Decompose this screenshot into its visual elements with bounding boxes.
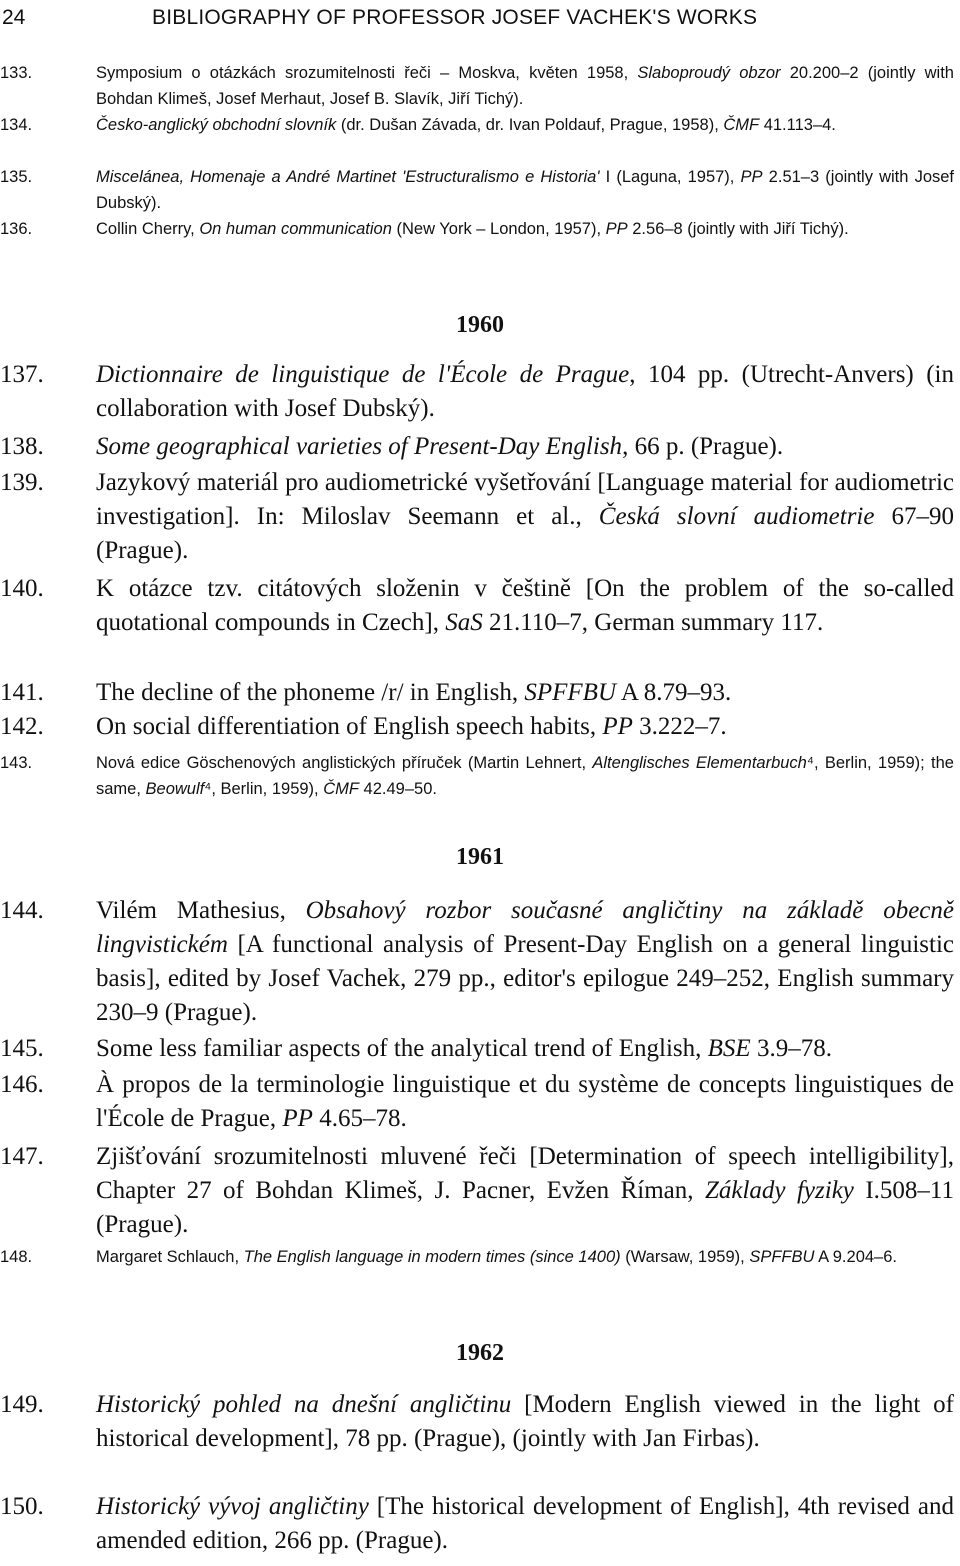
entry-text-run: Vilém Mathesius, [96, 897, 306, 924]
entry-number: 141. [0, 679, 44, 706]
entry-text [96, 1388, 954, 1456]
entry-text-run: ⁴, Berlin, 1959), [204, 780, 324, 798]
entry-text [96, 1140, 954, 1242]
entry-text-run: 41.113–4. [759, 116, 836, 134]
entry-title-italic: Altenglisches Elementarbuch [592, 754, 807, 772]
entry-text [96, 894, 954, 1030]
year-heading-1962: 1962 [456, 1340, 504, 1366]
entry-number: 150. [0, 1493, 44, 1520]
entry-text-run: I.508–11 (Prague). [96, 1177, 954, 1238]
entry-number: 133. [0, 64, 33, 82]
entry-text-run: Some less familiar aspects of the analytical trend of English, [96, 1035, 708, 1062]
entry-text-run: The decline of the phoneme /r/ in English, [96, 679, 525, 706]
entry-number: 144. [0, 897, 44, 924]
entry-text [96, 466, 954, 568]
entry-number: 134. [0, 116, 33, 134]
entry-text-run: 67–90 (Prague). [96, 503, 954, 564]
entry-number: 138. [0, 433, 44, 460]
entry-title-italic: ČMF [723, 116, 760, 134]
entry-number: 142. [0, 713, 44, 740]
entry-text-run: K otázce tzv. citátových složenin v češtině [On the problem of the so-called quotational compounds in Czech], [96, 575, 954, 636]
year-heading-1961: 1961 [456, 844, 504, 870]
entry-title-italic: ČMF [323, 780, 359, 798]
entry-title-italic: Česká slovní audiometrie [598, 503, 875, 530]
entry-title-italic: Česko-anglický obchodní slovník [96, 116, 337, 134]
entry-text-run: On social differentiation of English speech habits, [96, 713, 603, 740]
entry-number: 135. [0, 168, 33, 186]
entry-text-run: 4.65–78. [312, 1105, 407, 1132]
entry-number: 145. [0, 1035, 44, 1062]
entry-title-italic: Historický pohled na dnešní angličtinu [96, 1391, 512, 1418]
entry-text [96, 1490, 954, 1558]
entry-title-italic: SPFFBU [749, 1248, 815, 1266]
entry-text-run: 2.51–3 (jointly with Josef Dubský). [96, 168, 955, 212]
entry-text [96, 358, 954, 426]
entry-text-run: 21.110–7, German summary 117. [482, 609, 824, 636]
entry-title-italic: Some geographical varieties of Present-Day English [96, 433, 623, 460]
entry-number: 148. [0, 1248, 33, 1266]
entry-number: 136. [0, 220, 33, 238]
entry-text-run: Collin Cherry, [96, 220, 200, 238]
entry-number: 140. [0, 575, 44, 602]
page-header [0, 6, 960, 36]
entry-title-italic: On human communication [199, 220, 392, 238]
entry-title-italic: SPFFBU [524, 679, 616, 706]
entry-text-run: , 104 pp. (Utrecht-Anvers) (in collaboration with Josef Dubský). [96, 361, 954, 422]
entry-text-run: [The historical development of English], 4th revised and amended edition, 266 pp. (Prague). [96, 1493, 954, 1554]
entry-text [96, 1032, 954, 1066]
entry-text [96, 676, 954, 710]
entry-text-run: Margaret Schlauch, [96, 1248, 244, 1266]
entry-title-italic: Historický vývoj angličtiny [96, 1493, 369, 1520]
entry-text [96, 1068, 954, 1136]
page-number: 24 [2, 6, 26, 29]
entry-title-italic: PP [282, 1105, 313, 1132]
entry-title-italic: PP [602, 713, 633, 740]
entry-title-italic: BSE [707, 1035, 751, 1062]
entry-text-run: A 9.204–6. [814, 1248, 897, 1266]
entry-text [96, 572, 954, 640]
entry-number: 146. [0, 1071, 44, 1098]
entry-title-italic: Obsahový rozbor současné angličtiny na základě obecně lingvistickém [96, 897, 954, 958]
entry-text-run: Zjišťování srozumitelnosti mluvené řeči [Determination of speech intelligibility], Chapter 27 of Bohdan Klimeš, J. Pacner, Evžen Říman, [96, 1143, 954, 1204]
entry-title-italic: SaS [445, 609, 483, 636]
entry-number: 139. [0, 469, 44, 496]
entry-text-run: [A functional analysis of Present-Day English on a general linguistic basis], edited by Josef Vachek, 279 pp., editor's epilogue 249–252, English summary 230–9 (Prague). [96, 931, 954, 1026]
entry-text-run: A 8.79–93. [616, 679, 732, 706]
entry-title-italic: Slaboproudý obzor [637, 64, 781, 82]
entry-title-italic: Základy fyziky [704, 1177, 854, 1204]
entry-number: 149. [0, 1391, 44, 1418]
entry-text-run: , 66 p. (Prague). [622, 433, 784, 460]
entry-title-italic: PP [605, 220, 628, 238]
entry-text [96, 430, 954, 464]
entry-text-run: Symposium o otázkách srozumitelnosti řeči – Moskva, květen 1958, [96, 64, 638, 82]
entry-text [96, 112, 954, 138]
entry-text-run: [Modern English viewed in the light of historical development], 78 pp. (Prague), (jointly with Jan Firbas). [96, 1391, 954, 1452]
entry-title-italic: Beowulf [145, 780, 205, 798]
entry-text-run: Nová edice Göschenových anglistických příruček (Martin Lehnert, [96, 754, 593, 772]
entry-text [96, 710, 954, 744]
entry-text [96, 750, 954, 802]
entry-text-run: 42.49–50. [358, 780, 437, 798]
entry-text-run: (dr. Dušan Závada, dr. Ivan Poldauf, Prague, 1958), [336, 116, 724, 134]
entry-title-italic: Dictionnaire de linguistique de l'École de Prague [96, 361, 630, 388]
entry-text [96, 60, 954, 112]
entry-text-run: 3.9–78. [750, 1035, 832, 1062]
entry-text-run: 3.222–7. [632, 713, 727, 740]
entry-text [96, 164, 954, 216]
entry-text-run: À propos de la terminologie linguistique et du système de concepts linguistiques de l'École de Prague, [96, 1071, 954, 1132]
entry-text-run: I (Laguna, 1957), [599, 168, 741, 186]
entry-text [96, 1244, 954, 1270]
entry-text-run: Jazykový materiál pro audiometrické vyšetřování [Language material for audiometric investigation]. In: Miloslav Seemann et al., [96, 469, 954, 530]
entry-text-run: ⁴, Berlin, 1959); the same, [96, 754, 954, 798]
entry-text-run: 20.200–2 (jointly with Bohdan Klimeš, Josef Merhaut, Josef B. Slavík, Jiří Tichý). [96, 64, 954, 108]
entry-number: 137. [0, 361, 44, 388]
entry-text-run: 2.56–8 (jointly with Jiří Tichý). [627, 220, 849, 238]
year-heading-1960: 1960 [456, 312, 504, 338]
entry-title-italic: PP [740, 168, 763, 186]
entry-title-italic: Miscelánea, Homenaje a André Martinet 'Estructuralismo e Historia' [96, 168, 600, 186]
entry-text-run: (New York – London, 1957), [391, 220, 606, 238]
entry-title-italic: The English language in modern times (since 1400) [243, 1248, 621, 1266]
entry-number: 147. [0, 1143, 44, 1170]
entry-text [96, 216, 954, 242]
entry-number: 143. [0, 754, 33, 772]
running-title: BIBLIOGRAPHY OF PROFESSOR JOSEF VACHEK'S WORKS [152, 6, 758, 29]
entry-text-run: (Warsaw, 1959), [620, 1248, 750, 1266]
